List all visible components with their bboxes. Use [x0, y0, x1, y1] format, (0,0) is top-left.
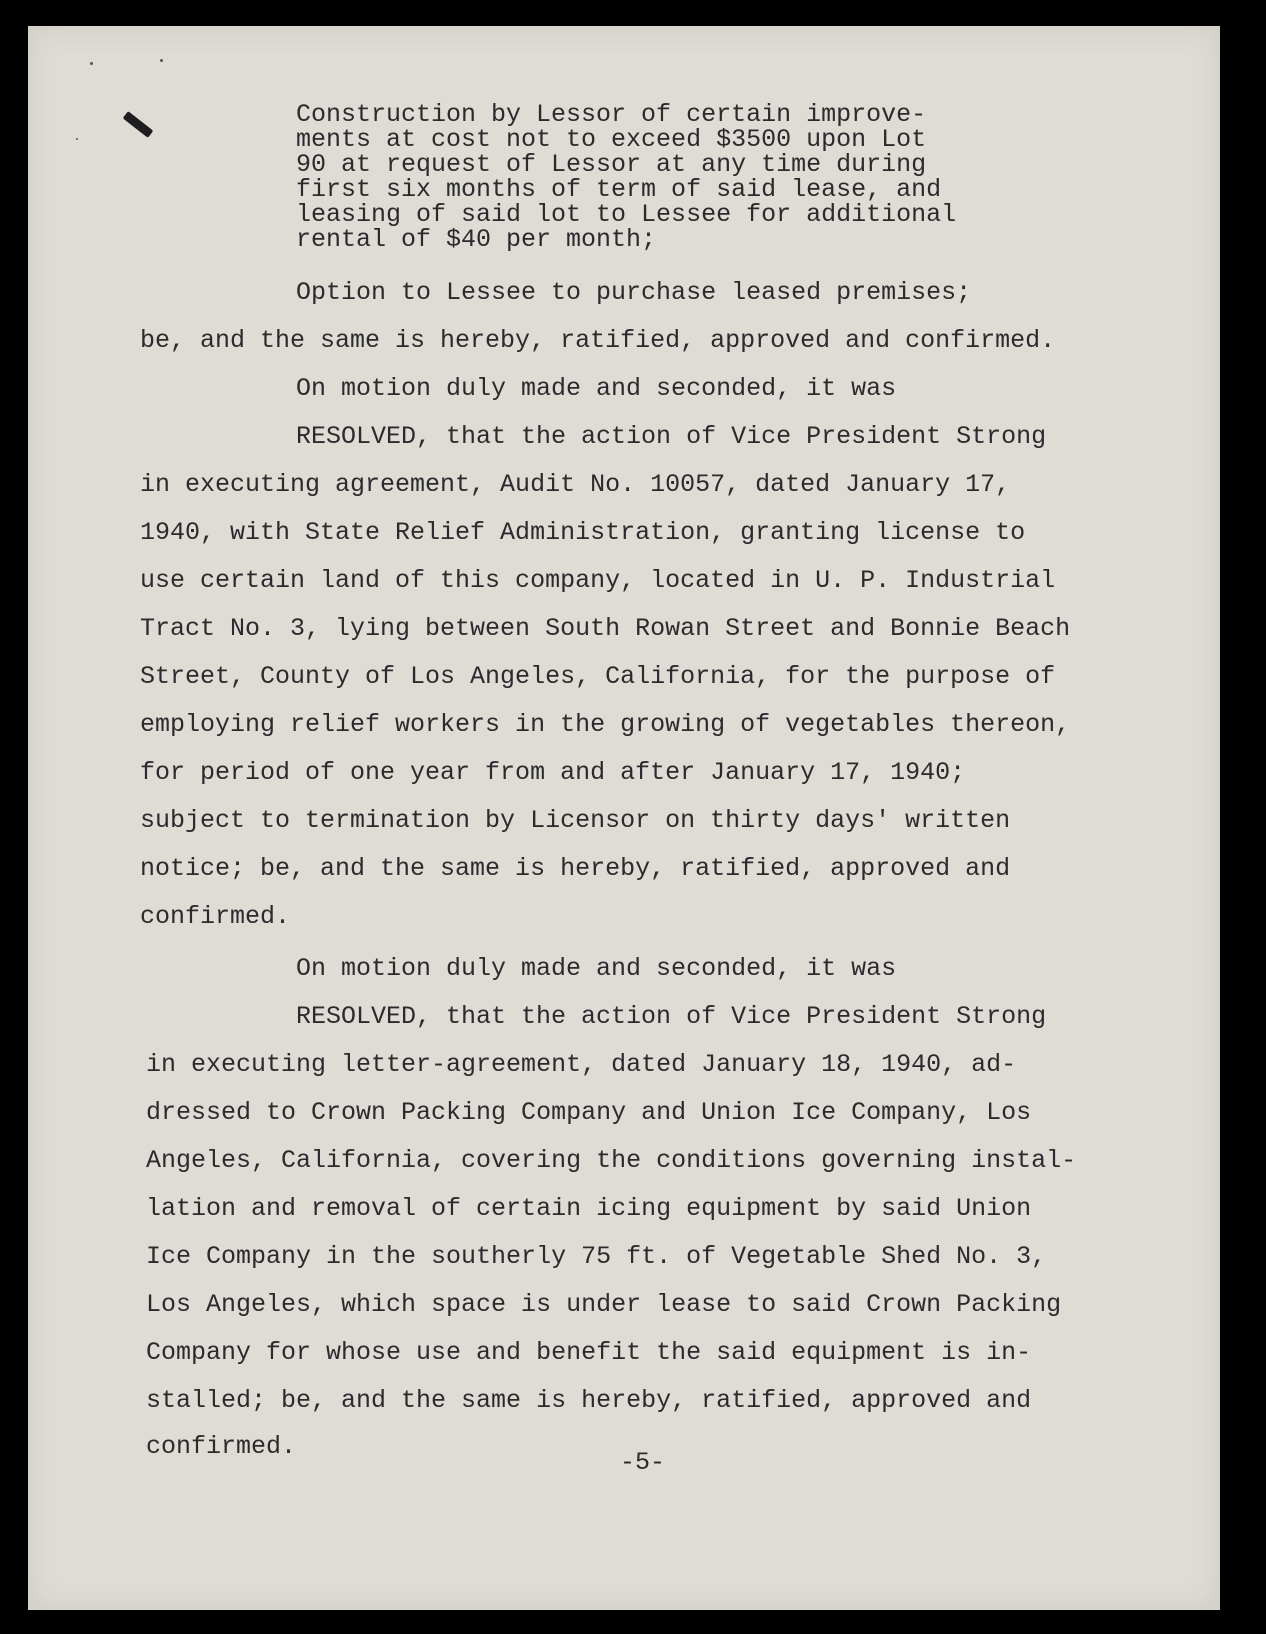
text-line: Tract No. 3, lying between South Rowan Street and Bonnie Beach — [140, 614, 1071, 643]
text-line: Street, County of Los Angeles, California, for the purpose of — [140, 662, 1056, 691]
text-line: confirmed. — [140, 902, 291, 931]
ink-mark — [123, 111, 154, 138]
motion-line: On motion duly made and seconded, it was — [296, 954, 897, 983]
text-line: 1940, with State Relief Administration, granting license to — [140, 518, 1026, 547]
text-line: leasing of said lot to Lessee for additional — [296, 200, 957, 229]
text-line: Company for whose use and benefit the said equipment is in- — [146, 1338, 1032, 1367]
speck — [76, 138, 78, 140]
text-line: lation and removal of certain icing equipment by said Union — [146, 1194, 1032, 1223]
ratification-line: be, and the same is hereby, ratified, approved and confirmed. — [140, 326, 1056, 355]
resolved-line: RESOLVED, that the action of Vice President Strong — [296, 1002, 1047, 1031]
document-page — [28, 26, 1220, 1610]
text-line: first six months of term of said lease, and — [296, 175, 942, 204]
text-line: in executing letter-agreement, dated January 18, 1940, ad- — [146, 1050, 1017, 1079]
text-line: confirmed. — [146, 1432, 297, 1461]
text-line: dressed to Crown Packing Company and Union Ice Company, Los — [146, 1098, 1032, 1127]
text-line: ments at cost not to exceed $3500 upon Lot — [296, 125, 927, 154]
text-line: for period of one year from and after January 17, 1940; — [140, 758, 966, 787]
text-line: use certain land of this company, located in U. P. Industrial — [140, 566, 1056, 595]
text-line: employing relief workers in the growing of vegetables thereon, — [140, 710, 1071, 739]
text-line: in executing agreement, Audit No. 10057, dated January 17, — [140, 470, 1011, 499]
resolved-line: RESOLVED, that the action of Vice President Strong — [296, 422, 1047, 451]
page-number: -5- — [620, 1448, 666, 1477]
text-line: Los Angeles, which space is under lease to said Crown Packing — [146, 1290, 1062, 1319]
speck — [160, 59, 163, 62]
text-line: stalled; be, and the same is hereby, ratified, approved and — [146, 1386, 1032, 1415]
text-line: rental of $40 per month; — [296, 225, 657, 254]
motion-line: On motion duly made and seconded, it was — [296, 374, 897, 403]
text-line: Angeles, California, covering the conditions governing instal- — [146, 1146, 1077, 1175]
option-clause: Option to Lessee to purchase leased premises; — [296, 278, 972, 307]
speck — [90, 62, 93, 65]
text-line: Ice Company in the southerly 75 ft. of Vegetable Shed No. 3, — [146, 1242, 1047, 1271]
text-line: subject to termination by Licensor on thirty days' written — [140, 806, 1011, 835]
text-line: Construction by Lessor of certain improve- — [296, 100, 927, 129]
text-line: 90 at request of Lessor at any time during — [296, 150, 927, 179]
text-line: notice; be, and the same is hereby, ratified, approved and — [140, 854, 1011, 883]
